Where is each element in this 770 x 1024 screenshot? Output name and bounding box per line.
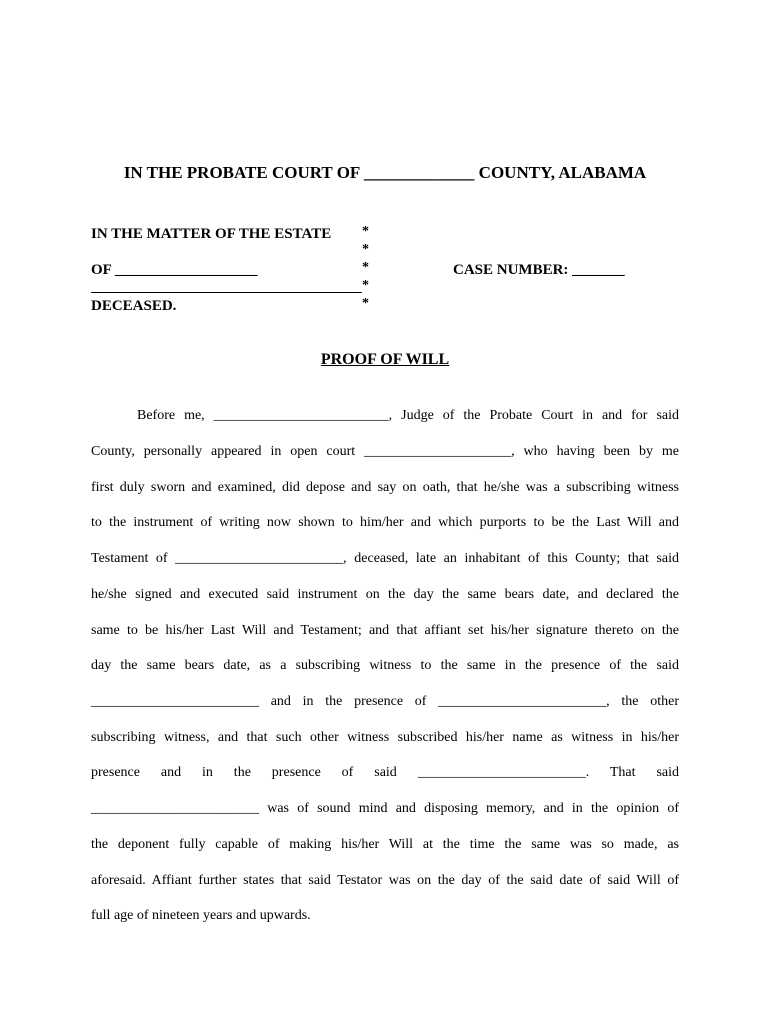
caption-separator-star: *: [362, 260, 369, 275]
body-line: subscribing witness, and that such other witness subscribed his/her name as witness in his/her: [91, 730, 679, 745]
decedent-name-rule: [91, 292, 362, 293]
caption-separator-star: *: [362, 242, 369, 257]
body-line: full age of nineteen years and upwards.: [91, 908, 311, 923]
deceased-label: DECEASED.: [91, 298, 177, 314]
body-line: Before me, _________________________, Judge of the Probate Court in and for said: [137, 408, 679, 423]
body-line: aforesaid. Affiant further states that said Testator was on the day of the said date of said Will of: [91, 873, 679, 888]
estate-of-line: OF ___________________: [91, 262, 258, 278]
body-line: he/she signed and executed said instrument on the day the same bears date, and declared the: [91, 587, 679, 602]
document-heading: PROOF OF WILL: [320, 351, 450, 368]
body-line: same to be his/her Last Will and Testament; and that affiant set his/her signature thereto on the: [91, 623, 679, 638]
body-line: the deponent fully capable of making his/her Will at the time the same was so made, as: [91, 837, 679, 852]
body-line: Testament of ________________________, deceased, late an inhabitant of this County; that said: [91, 551, 679, 566]
body-line: County, personally appeared in open court _____________________, who having been by me: [91, 444, 679, 459]
body-line: ________________________ and in the presence of ________________________, the other: [91, 694, 679, 709]
estate-matter-label: IN THE MATTER OF THE ESTATE: [91, 226, 332, 242]
case-number-field: CASE NUMBER: _______: [453, 262, 625, 278]
court-title: IN THE PROBATE COURT OF _____________ COUNTY, ALABAMA: [123, 163, 647, 182]
body-line: to the instrument of writing now shown to him/her and which purports to be the Last Will and: [91, 515, 679, 530]
caption-separator-star: *: [362, 224, 369, 239]
body-line: presence and in the presence of said ________________________. That said: [91, 765, 679, 780]
body-line: ________________________ was of sound mind and disposing memory, and in the opinion of: [91, 801, 679, 816]
body-line: day the same bears date, as a subscribing witness to the same in the presence of the said: [91, 658, 679, 673]
body-line: first duly sworn and examined, did depose and say on oath, that he/she was a subscribing witness: [91, 480, 679, 495]
caption-separator-star: *: [362, 278, 369, 293]
caption-separator-star: *: [362, 296, 369, 311]
